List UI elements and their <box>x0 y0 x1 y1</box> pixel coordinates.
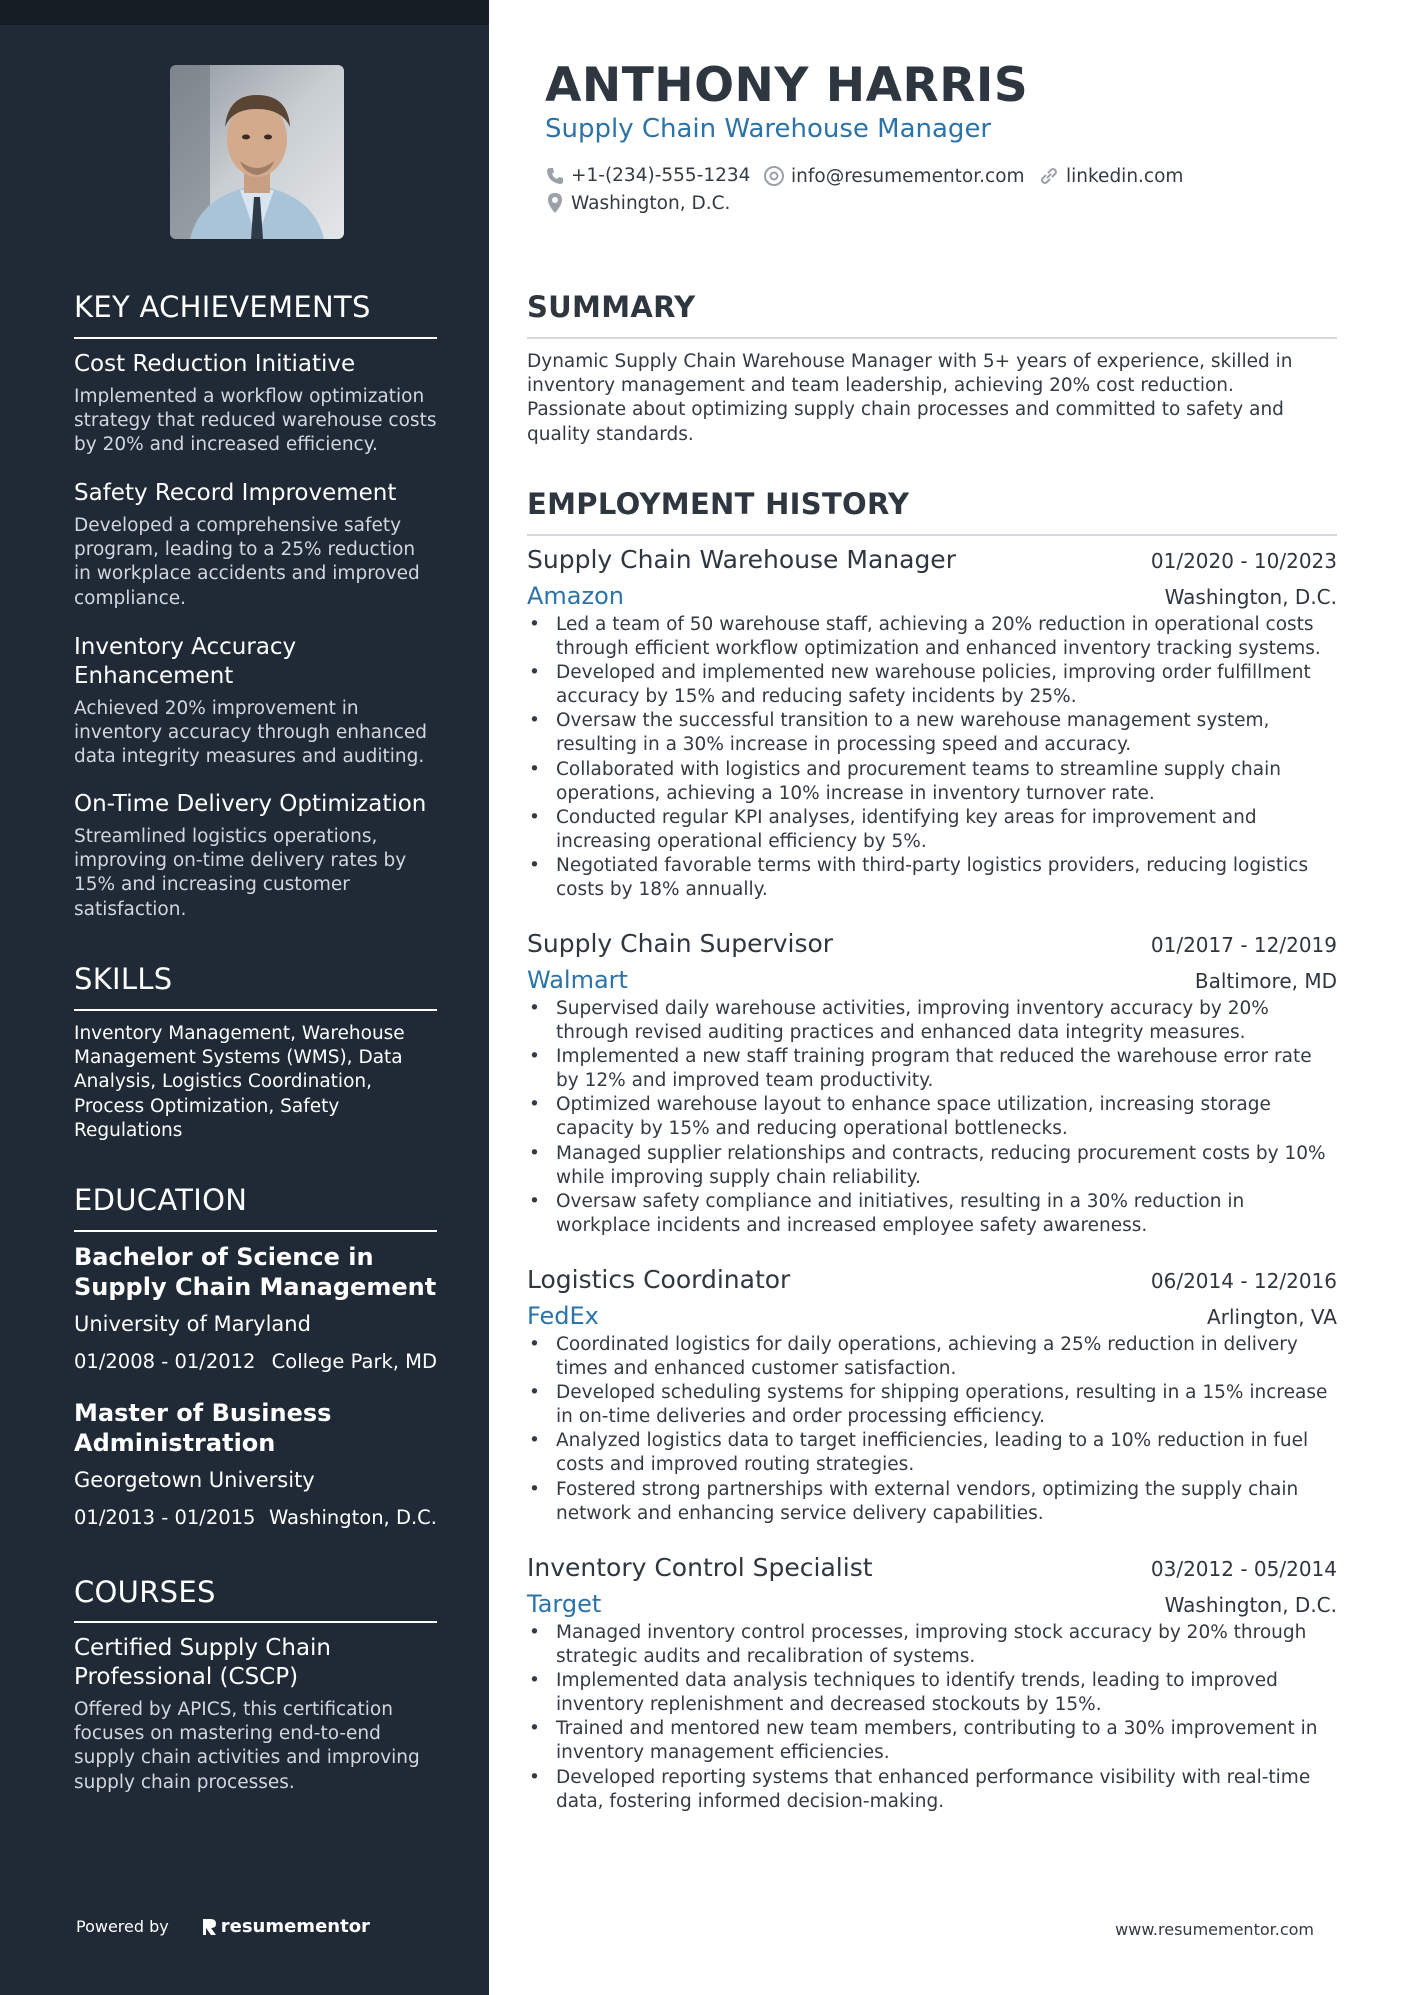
job-entry <box>527 1265 1337 1526</box>
education-location: College Park, MD <box>271 1350 437 1373</box>
website-link[interactable]: www.resumementor.com <box>1115 1920 1314 1939</box>
divider <box>527 534 1337 536</box>
course-text: Offered by APICS, this certification focuses on mastering end-to-end supply chain activities and improving supply chain processes. <box>74 1699 420 1793</box>
course-item <box>74 1634 437 1795</box>
list-item: • Developed and implemented new warehouse policies, improving order fulfillment accuracy by 15% and reducing safety incidents by 25%. <box>527 661 1337 709</box>
job-entry <box>527 929 1337 1238</box>
divider <box>74 337 437 339</box>
job-entry <box>527 545 1337 902</box>
list-item: • Conducted regular KPI analyses, identifying key areas for improvement and increasing operational efficiency by 5%. <box>527 806 1337 854</box>
key-achievements-heading: KEY ACHIEVEMENTS <box>74 290 371 324</box>
achievement-item <box>74 479 437 611</box>
location-pin-icon <box>545 192 565 214</box>
company-name: Target <box>527 1590 602 1618</box>
job-dates: 03/2012 - 05/2014 <box>1150 1557 1337 1581</box>
list-item: • Developed reporting systems that enhanced performance visibility with real-time data, fostering informed decision-making. <box>527 1766 1337 1814</box>
school-name: University of Maryland <box>74 1312 311 1336</box>
job-location: Baltimore, MD <box>1194 969 1337 993</box>
sidebar-top-strip <box>0 0 489 25</box>
job-bullets <box>527 997 1337 1238</box>
job-location: Washington, D.C. <box>1164 1593 1337 1617</box>
achievement-item <box>74 633 437 770</box>
education-item <box>74 1242 437 1373</box>
skills-text: Inventory Management, Warehouse Management Systems (WMS), Data Analysis, Logistics Coordination, Process Optimization, Safety Regulations <box>74 1023 405 1141</box>
company-name: Amazon <box>527 582 624 610</box>
candidate-name: ANTHONY HARRIS <box>545 58 1029 113</box>
education-heading: EDUCATION <box>74 1183 248 1217</box>
list-item: • Developed scheduling systems for shipping operations, resulting in a 15% increase in on-time deliveries and order processing efficiency. <box>527 1381 1337 1429</box>
job-bullets <box>527 1621 1337 1814</box>
achievement-text: Achieved 20% improvement in inventory accuracy through enhanced data integrity measures and auditing. <box>74 698 428 768</box>
at-icon <box>763 165 785 187</box>
education-location: Washington, D.C. <box>268 1506 437 1529</box>
company-name: FedEx <box>527 1302 599 1330</box>
list-item: • Oversaw safety compliance and initiatives, resulting in a 30% reduction in workplace incidents and increased employee safety awareness. <box>527 1190 1337 1238</box>
achievement-text: Developed a comprehensive safety program, leading to a 25% reduction in workplace accidents and improved compliance. <box>74 515 420 609</box>
job-title: Supply Chain Warehouse Manager <box>527 545 956 574</box>
company-name: Walmart <box>527 966 628 994</box>
resumementor-logo-text: resumementor <box>220 1916 370 1937</box>
job-dates: 01/2017 - 12/2019 <box>1150 933 1337 957</box>
job-title: Supply Chain Supervisor <box>527 929 834 958</box>
divider <box>527 337 1337 339</box>
job-location: Washington, D.C. <box>1164 585 1337 609</box>
contact-phone[interactable] <box>545 165 750 186</box>
courses-heading: COURSES <box>74 1575 216 1609</box>
profile-photo <box>170 65 344 239</box>
powered-by <box>76 1916 370 1937</box>
phone-icon <box>545 166 565 186</box>
link-icon <box>1038 165 1060 187</box>
job-entry <box>527 1553 1337 1814</box>
list-item: • Led a team of 50 warehouse staff, achieving a 20% reduction in operational costs through efficient workflow optimization and enhanced inventory tracking systems. <box>527 613 1337 661</box>
achievement-title: On-Time Delivery Optimization <box>74 791 427 817</box>
job-dates: 01/2020 - 10/2023 <box>1150 549 1337 573</box>
school-name: Georgetown University <box>74 1468 315 1492</box>
list-item: • Managed inventory control processes, improving stock accuracy by 20% through strategic audits and recalibration of systems. <box>527 1621 1337 1669</box>
job-title: Logistics Coordinator <box>527 1265 791 1294</box>
achievement-item <box>74 350 437 458</box>
achievement-item <box>74 790 437 922</box>
list-item: • Collaborated with logistics and procurement teams to streamline supply chain operations, achieving a 10% increase in inventory turnover rate. <box>527 758 1337 806</box>
degree-title: Master of Business Administration <box>74 1399 332 1457</box>
powered-by-label: Powered by <box>76 1917 169 1936</box>
list-item: • Analyzed logistics data to target inefficiencies, leading to a 10% reduction in fuel costs and improved routing strategies. <box>527 1429 1337 1477</box>
list-item: • Implemented a new staff training program that reduced the warehouse error rate by 12% and improved team productivity. <box>527 1045 1337 1093</box>
education-dates: 01/2013 - 01/2015 <box>74 1506 256 1529</box>
achievement-title: Inventory Accuracy Enhancement <box>74 634 297 689</box>
job-bullets <box>527 1333 1337 1526</box>
resumementor-logo <box>201 1916 370 1937</box>
email-text: info@resumementor.com <box>791 165 1025 187</box>
employment-heading: EMPLOYMENT HISTORY <box>527 487 910 521</box>
summary-heading: SUMMARY <box>527 290 696 324</box>
contact-linkedin[interactable] <box>1038 165 1183 187</box>
phone-text: +1-(234)-555-1234 <box>571 165 751 186</box>
contact-email[interactable] <box>763 165 1025 187</box>
achievement-title: Cost Reduction Initiative <box>74 351 356 377</box>
list-item: • Optimized warehouse layout to enhance space utilization, increasing storage capacity by 15% and reducing operational bottlenecks. <box>527 1093 1337 1141</box>
list-item: • Implemented data analysis techniques to identify trends, leading to improved inventory replenishment and decreased stockouts by 15%. <box>527 1669 1337 1717</box>
list-item: • Coordinated logistics for daily operations, achieving a 25% reduction in delivery times and enhanced customer satisfaction. <box>527 1333 1337 1381</box>
list-item: • Supervised daily warehouse activities, improving inventory accuracy by 20% through revised auditing practices and enhanced data integrity measures. <box>527 997 1337 1045</box>
job-dates: 06/2014 - 12/2016 <box>1150 1269 1337 1293</box>
job-title: Inventory Control Specialist <box>527 1553 873 1582</box>
achievement-text: Streamlined logistics operations, improving on-time delivery rates by 15% and increasing customer satisfaction. <box>74 826 407 920</box>
contact-location <box>545 192 730 214</box>
divider <box>74 1230 437 1232</box>
achievement-title: Safety Record Improvement <box>74 480 397 506</box>
list-item: • Oversaw the successful transition to a new warehouse management system, resulting in a 30% increase in processing speed and accuracy. <box>527 709 1337 757</box>
job-location: Arlington, VA <box>1207 1305 1337 1329</box>
summary-text: Dynamic Supply Chain Warehouse Manager with 5+ years of experience, skilled in inventory management and team leadership, achieving 20% cost reduction. Passionate about optimizing supply chain processes and committed to safety and quality standards. <box>527 351 1293 445</box>
location-text: Washington, D.C. <box>571 192 731 214</box>
education-item <box>74 1398 437 1529</box>
education-dates: 01/2008 - 01/2012 <box>74 1350 256 1373</box>
divider <box>74 1621 437 1623</box>
course-title: Certified Supply Chain Professional (CSCP) <box>74 1635 332 1690</box>
list-item: • Negotiated favorable terms with third-party logistics providers, reducing logistics costs by 18% annually. <box>527 854 1337 902</box>
candidate-role: Supply Chain Warehouse Manager <box>545 114 992 144</box>
list-item: • Managed supplier relationships and contracts, reducing procurement costs by 10% while improving supply chain reliability. <box>527 1142 1337 1190</box>
list-item: • Trained and mentored new team members, contributing to a 30% improvement in inventory management efficiencies. <box>527 1717 1337 1765</box>
divider <box>74 1009 437 1011</box>
resumementor-logo-icon <box>201 1917 217 1937</box>
linkedin-text: linkedin.com <box>1066 165 1184 187</box>
achievement-text: Implemented a workflow optimization strategy that reduced warehouse costs by 20% and increased efficiency. <box>74 386 437 456</box>
list-item: • Fostered strong partnerships with external vendors, optimizing the supply chain network and enhancing service delivery capabilities. <box>527 1478 1337 1526</box>
job-bullets <box>527 613 1337 902</box>
degree-title: Bachelor of Science in Supply Chain Management <box>74 1243 437 1301</box>
skills-heading: SKILLS <box>74 962 173 996</box>
